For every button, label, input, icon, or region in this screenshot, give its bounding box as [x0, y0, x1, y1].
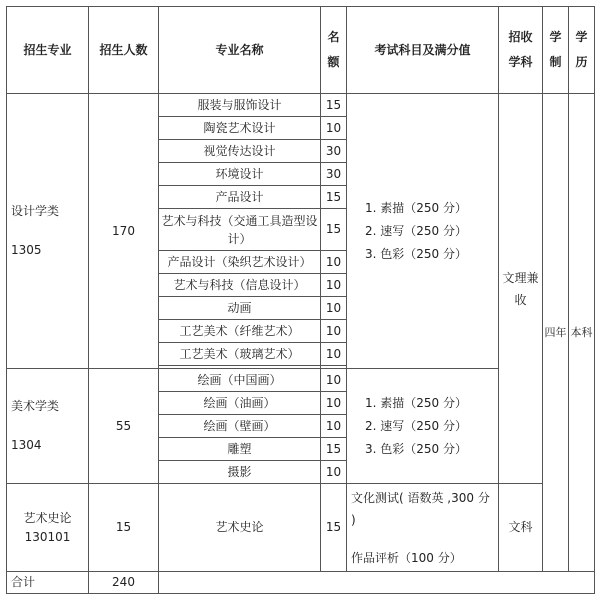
major-quota: 15	[321, 484, 347, 572]
admissions-table	[6, 6, 595, 594]
major-name: 产品设计	[159, 186, 321, 209]
group-count-fine-arts: 55	[89, 369, 159, 484]
group-name-fine-arts: 美术学类 1304	[7, 369, 89, 484]
major-name: 雕塑	[159, 438, 321, 461]
major-name: 艺术史论	[159, 484, 321, 572]
table-row	[7, 484, 595, 572]
major-name: 工艺美术（玻璃艺术）	[159, 343, 321, 366]
group-count-design: 170	[89, 94, 159, 369]
major-quota: 15	[321, 94, 347, 117]
header-duration: 学 制	[543, 7, 569, 94]
major-quota: 10	[321, 320, 347, 343]
header-row	[7, 7, 595, 94]
major-quota: 10	[321, 251, 347, 274]
major-name: 陶瓷艺术设计	[159, 117, 321, 140]
exam-subjects-design: 1. 素描（250 分） 2. 速写（250 分） 3. 色彩（250 分）	[347, 94, 499, 369]
total-row	[7, 572, 595, 594]
header-quota: 名 额	[321, 7, 347, 94]
major-quota: 15	[321, 209, 347, 251]
header-exam-subjects: 考试科目及满分值	[347, 7, 499, 94]
group-name-art-theory: 艺术史论 130101	[7, 484, 89, 572]
major-name: 视觉传达设计	[159, 140, 321, 163]
major-quota: 10	[321, 117, 347, 140]
group-count-art-theory: 15	[89, 484, 159, 572]
discipline-arts: 文科	[499, 484, 543, 572]
header-enrollment: 招生人数	[89, 7, 159, 94]
major-name: 动画	[159, 297, 321, 320]
discipline-arts-science: 文理兼收	[499, 94, 543, 484]
major-quota: 30	[321, 140, 347, 163]
major-quota: 15	[321, 186, 347, 209]
major-quota: 10	[321, 461, 347, 484]
duration-cell: 四年	[543, 94, 569, 572]
total-label: 合计	[7, 572, 89, 594]
degree-cell: 本科	[569, 94, 595, 572]
major-name: 服装与服饰设计	[159, 94, 321, 117]
major-name: 工艺美术（纤维艺术）	[159, 320, 321, 343]
major-name: 绘画（中国画）	[159, 369, 321, 392]
major-quota: 30	[321, 163, 347, 186]
major-quota: 10	[321, 297, 347, 320]
major-name: 产品设计（染织艺术设计）	[159, 251, 321, 274]
major-name: 摄影	[159, 461, 321, 484]
total-empty	[159, 572, 595, 594]
group-name-design: 设计学类 1305	[7, 94, 89, 369]
major-name: 艺术与科技（交通工具造型设计）	[159, 209, 321, 251]
major-quota: 10	[321, 369, 347, 392]
major-name: 绘画（油画）	[159, 392, 321, 415]
header-discipline: 招收 学科	[499, 7, 543, 94]
header-degree: 学 历	[569, 7, 595, 94]
header-major-category: 招生专业	[7, 7, 89, 94]
major-name: 艺术与科技（信息设计）	[159, 274, 321, 297]
major-quota: 10	[321, 415, 347, 438]
major-quota: 10	[321, 343, 347, 366]
major-quota: 10	[321, 392, 347, 415]
table-row	[7, 94, 595, 117]
exam-subjects-fine-arts: 1. 素描（250 分） 2. 速写（250 分） 3. 色彩（250 分）	[347, 369, 499, 484]
total-value: 240	[89, 572, 159, 594]
major-name: 绘画（壁画）	[159, 415, 321, 438]
exam-subjects-art-theory: 文化测试( 语数英 ,300 分 ) 作品评析（100 分）	[347, 484, 499, 572]
header-major-name: 专业名称	[159, 7, 321, 94]
major-name: 环境设计	[159, 163, 321, 186]
major-quota: 10	[321, 274, 347, 297]
major-quota: 15	[321, 438, 347, 461]
